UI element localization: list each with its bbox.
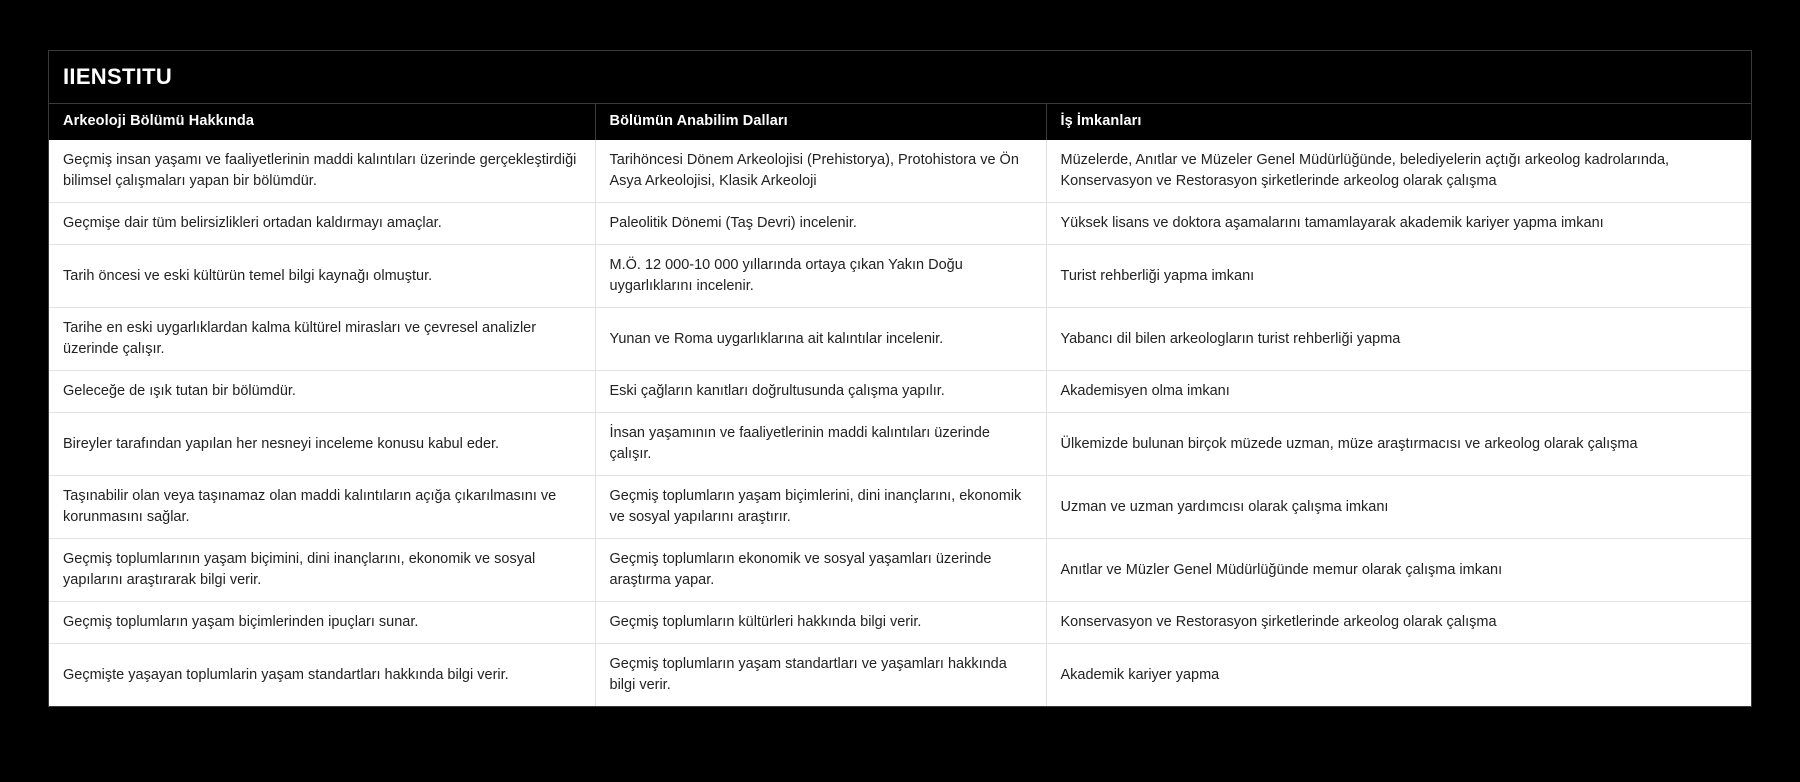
- column-header-fields: Bölümün Anabilim Dalları: [595, 104, 1046, 140]
- cell-jobs: Yabancı dil bilen arkeologların turist rehberliği yapma: [1046, 308, 1751, 371]
- cell-jobs: Konservasyon ve Restorasyon şirketlerinde arkeolog olarak çalışma: [1046, 602, 1751, 644]
- cell-fields: Geçmiş toplumların kültürleri hakkında bilgi verir.: [595, 602, 1046, 644]
- cell-fields: Eski çağların kanıtları doğrultusunda çalışma yapılır.: [595, 371, 1046, 413]
- column-header-jobs: İş İmkanları: [1046, 104, 1751, 140]
- cell-jobs: Akademisyen olma imkanı: [1046, 371, 1751, 413]
- cell-fields: Geçmiş toplumların ekonomik ve sosyal yaşamları üzerinde araştırma yapar.: [595, 539, 1046, 602]
- brand-title: IIENSTITU: [63, 64, 173, 89]
- cell-jobs: Müzelerde, Anıtlar ve Müzeler Genel Müdürlüğünde, belediyelerin açtığı arkeolog kadrolarında, Konservasyon ve Restorasyon şirketlerinde arkeolog olarak çalışma: [1046, 140, 1751, 203]
- brand-bar: [49, 51, 1751, 104]
- table-head: [49, 104, 1751, 140]
- cell-about: Geçmiş toplumların yaşam biçimlerinden ipuçları sunar.: [49, 602, 595, 644]
- cell-about: Geçmişte yaşayan toplumlarin yaşam standartları hakkında bilgi verir.: [49, 644, 595, 707]
- table-row: [49, 308, 1751, 371]
- archaeology-info-table: [49, 104, 1751, 706]
- cell-fields: M.Ö. 12 000-10 000 yıllarında ortaya çıkan Yakın Doğu uygarlıklarını incelenir.: [595, 245, 1046, 308]
- cell-about: Geçmiş toplumlarının yaşam biçimini, dini inançlarını, ekonomik ve sosyal yapılarını araştırarak bilgi verir.: [49, 539, 595, 602]
- table-row: [49, 539, 1751, 602]
- cell-jobs: Anıtlar ve Müzler Genel Müdürlüğünde memur olarak çalışma imkanı: [1046, 539, 1751, 602]
- table-row: [49, 245, 1751, 308]
- column-header-about: Arkeoloji Bölümü Hakkında: [49, 104, 595, 140]
- cell-fields: Geçmiş toplumların yaşam biçimlerini, dini inançlarını, ekonomik ve sosyal yapılarını araştırır.: [595, 476, 1046, 539]
- cell-fields: Paleolitik Dönemi (Taş Devri) incelenir.: [595, 203, 1046, 245]
- cell-about: Tarihe en eski uygarlıklardan kalma kültürel mirasları ve çevresel analizler üzerinde çalışır.: [49, 308, 595, 371]
- cell-jobs: Yüksek lisans ve doktora aşamalarını tamamlayarak akademik kariyer yapma imkanı: [1046, 203, 1751, 245]
- cell-fields: Geçmiş toplumların yaşam standartları ve yaşamları hakkında bilgi verir.: [595, 644, 1046, 707]
- table-body: [49, 140, 1751, 706]
- table-row: [49, 602, 1751, 644]
- cell-jobs: Turist rehberliği yapma imkanı: [1046, 245, 1751, 308]
- table-row: [49, 203, 1751, 245]
- cell-jobs: Uzman ve uzman yardımcısı olarak çalışma imkanı: [1046, 476, 1751, 539]
- cell-about: Taşınabilir olan veya taşınamaz olan maddi kalıntıların açığa çıkarılmasını ve korunmasını sağlar.: [49, 476, 595, 539]
- table-row: [49, 413, 1751, 476]
- cell-about: Geçmiş insan yaşamı ve faaliyetlerinin maddi kalıntıları üzerinde gerçekleştirdiği bilimsel çalışmaları yapan bir bölümdür.: [49, 140, 595, 203]
- table-row: [49, 644, 1751, 707]
- table-row: [49, 371, 1751, 413]
- table-header-row: [49, 104, 1751, 140]
- cell-about: Geçmişe dair tüm belirsizlikleri ortadan kaldırmayı amaçlar.: [49, 203, 595, 245]
- cell-about: Tarih öncesi ve eski kültürün temel bilgi kaynağı olmuştur.: [49, 245, 595, 308]
- table-row: [49, 140, 1751, 203]
- info-table-card: [48, 50, 1752, 707]
- cell-jobs: Akademik kariyer yapma: [1046, 644, 1751, 707]
- cell-fields: İnsan yaşamının ve faaliyetlerinin maddi kalıntıları üzerinde çalışır.: [595, 413, 1046, 476]
- cell-jobs: Ülkemizde bulunan birçok müzede uzman, müze araştırmacısı ve arkeolog olarak çalışma: [1046, 413, 1751, 476]
- cell-about: Bireyler tarafından yapılan her nesneyi inceleme konusu kabul eder.: [49, 413, 595, 476]
- cell-fields: Yunan ve Roma uygarlıklarına ait kalıntılar incelenir.: [595, 308, 1046, 371]
- cell-fields: Tarihöncesi Dönem Arkeolojisi (Prehistorya), Protohistora ve Ön Asya Arkeolojisi, Klasik Arkeoloji: [595, 140, 1046, 203]
- cell-about: Geleceğe de ışık tutan bir bölümdür.: [49, 371, 595, 413]
- table-row: [49, 476, 1751, 539]
